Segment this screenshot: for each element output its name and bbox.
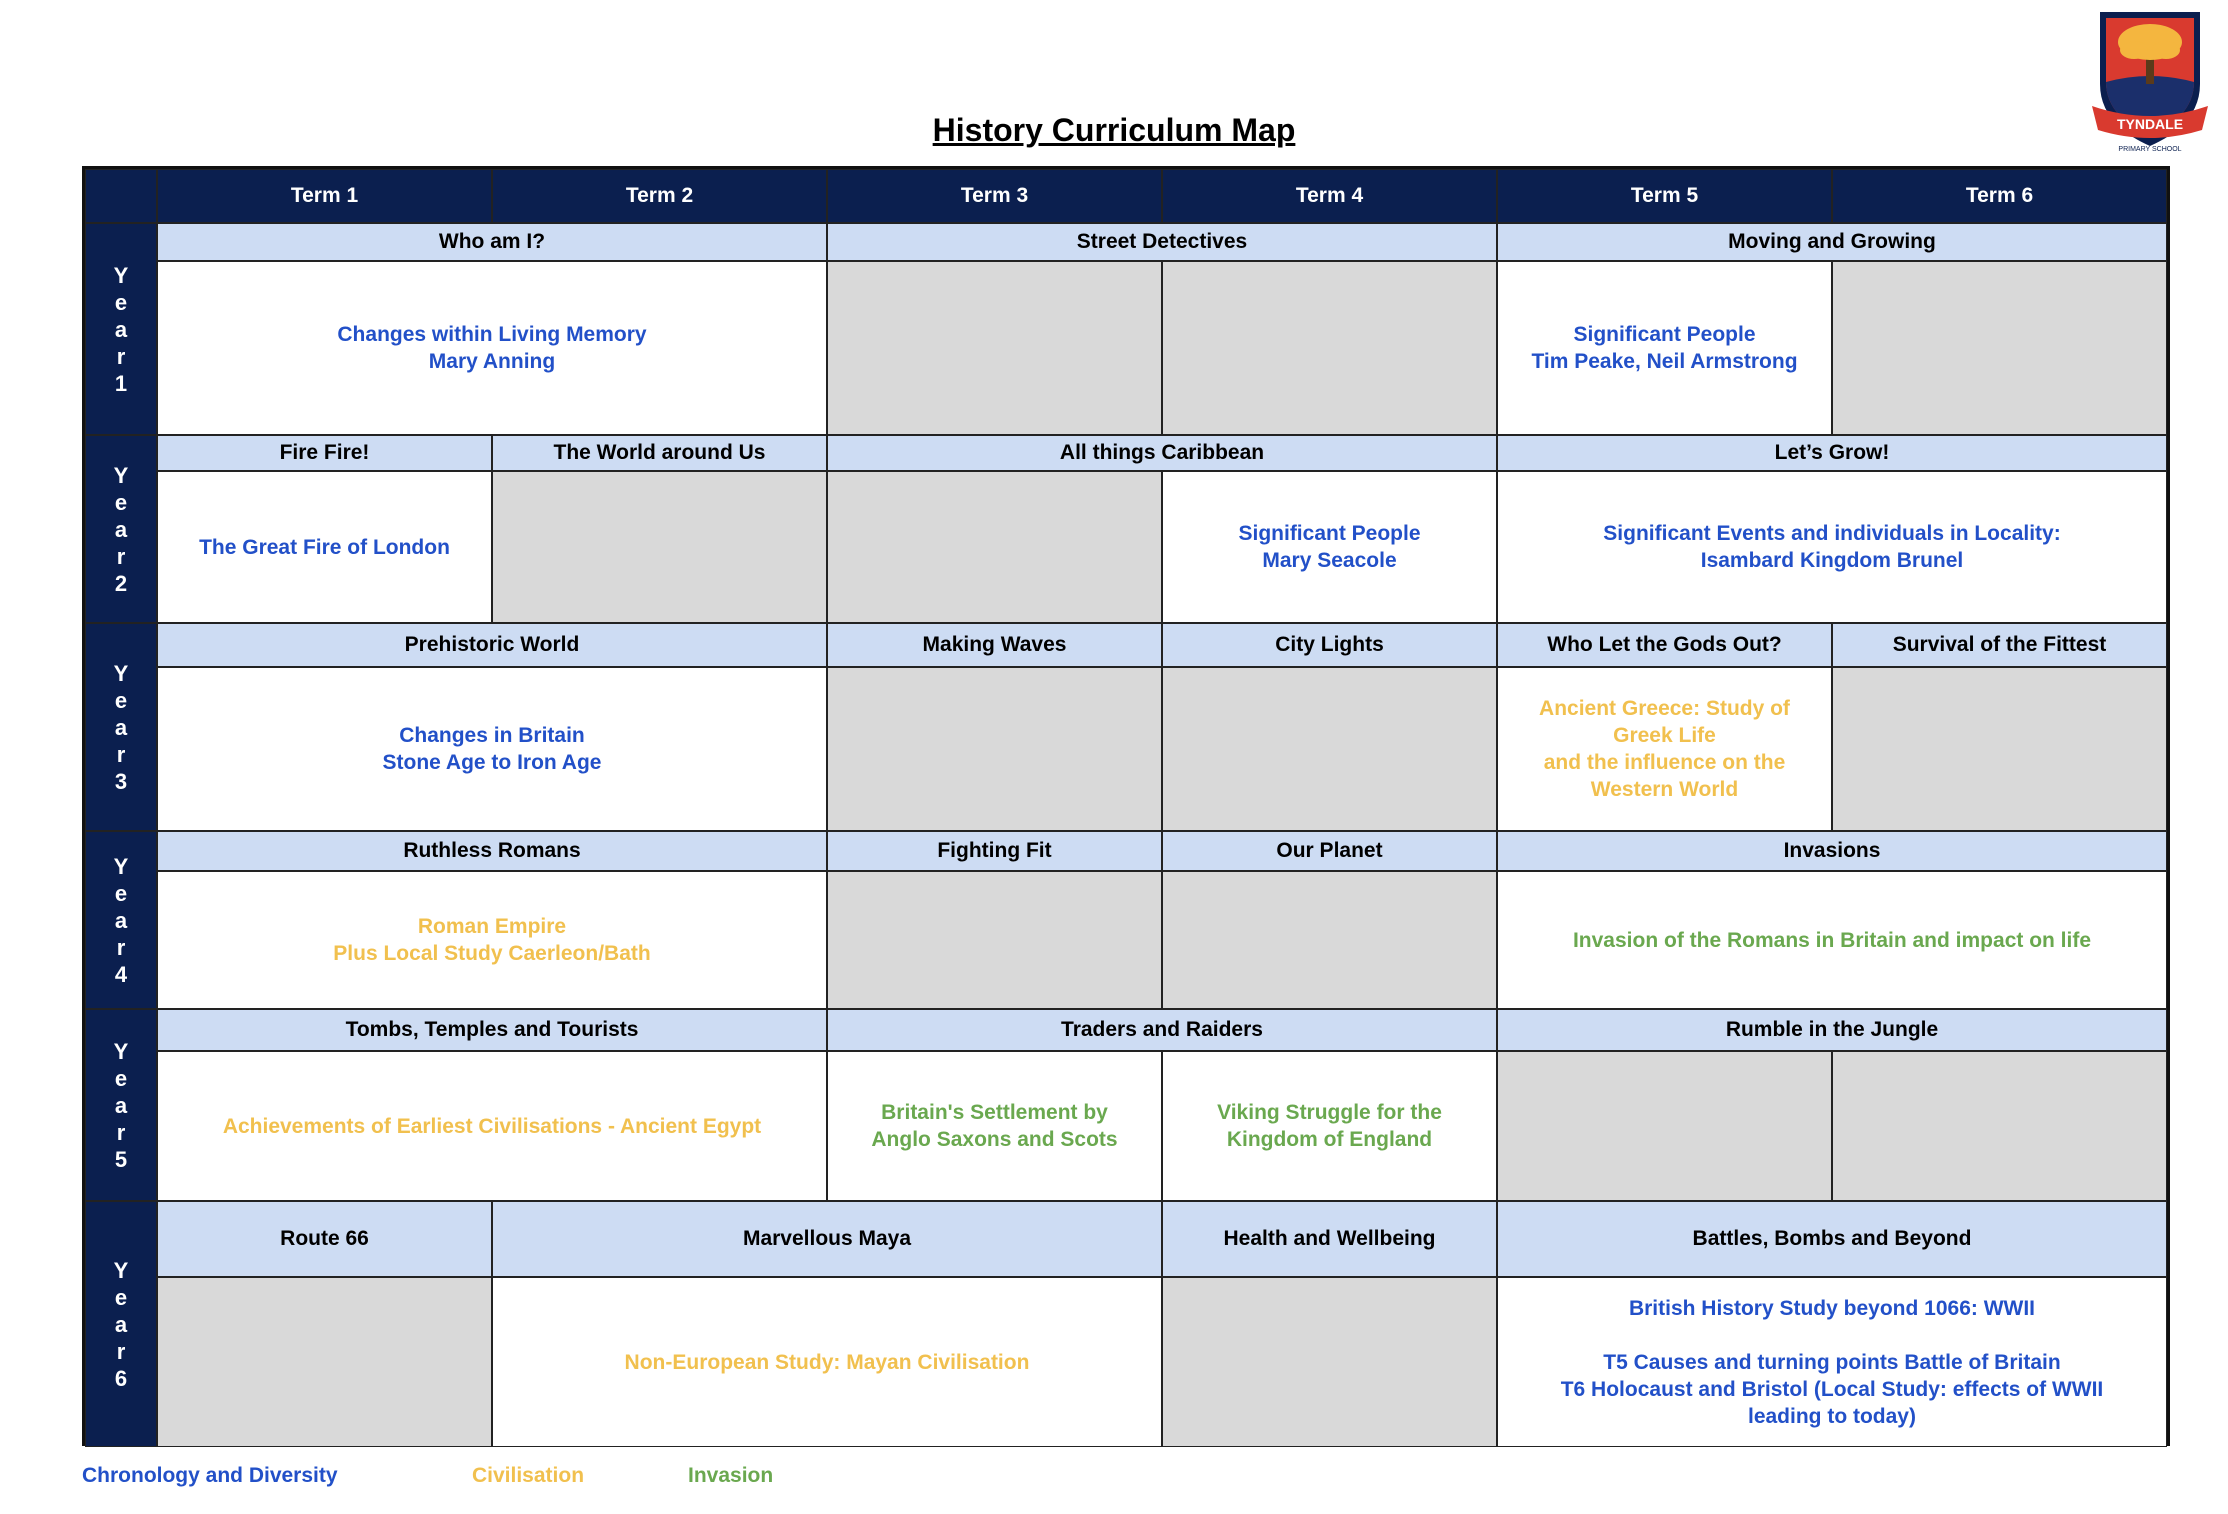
legend-invasion: Invasion [688,1464,774,1487]
content-cell: Britain's Settlement by Anglo Saxons and Scots [827,1051,1162,1201]
topic-header: All things Caribbean [827,435,1497,471]
empty-cell [1832,667,2167,831]
topic-header: Fire Fire! [157,435,492,471]
content-cell: Changes within Living Memory Mary Anning [157,261,827,435]
topic-header: Survival of the Fittest [1832,623,2167,667]
topic-header: Moving and Growing [1497,223,2167,261]
topic-header: Marvellous Maya [492,1201,1162,1277]
topic-header: Battles, Bombs and Beyond [1497,1201,2167,1277]
topic-header: Fighting Fit [827,831,1162,871]
legend-chronology: Chronology and Diversity [82,1464,338,1487]
empty-cell [1162,667,1497,831]
svg-text:PRIMARY SCHOOL: PRIMARY SCHOOL [2118,146,2182,153]
term-header-1: Term 1 [157,169,492,223]
topic-header: Invasions [1497,831,2167,871]
year-label-6: Y e a r 6 [85,1201,157,1447]
content-cell: Changes in Britain Stone Age to Iron Age [157,667,827,831]
svg-text:TYNDALE: TYNDALE [2116,116,2184,132]
topic-header: Who Let the Gods Out? [1497,623,1832,667]
empty-cell [1832,1051,2167,1201]
empty-cell [1832,261,2167,435]
topic-header: Health and Wellbeing [1162,1201,1497,1277]
term-header-4: Term 4 [1162,169,1497,223]
empty-cell [157,1277,492,1447]
term-header-5: Term 5 [1497,169,1832,223]
year-label-3: Y e a r 3 [85,623,157,831]
content-cell: Invasion of the Romans in Britain and impact on life [1497,871,2167,1009]
term-header-2: Term 2 [492,169,827,223]
content-cell: Viking Struggle for the Kingdom of England [1162,1051,1497,1201]
topic-header: Route 66 [157,1201,492,1277]
empty-cell [1497,1051,1832,1201]
school-crest-logo [2090,6,2210,156]
year-label-5: Y e a r 5 [85,1009,157,1201]
content-cell: British History Study beyond 1066: WWII T5 Causes and turning points Battle of Britain T6 Holocaust and Bristol (Local Study: effects of WWII leading to today) [1497,1277,2167,1447]
topic-header: Tombs, Temples and Tourists [157,1009,827,1051]
empty-cell [1162,1277,1497,1447]
term-header-6: Term 6 [1832,169,2167,223]
curriculum-grid [82,166,2170,1446]
year-label-2: Y e a r 2 [85,435,157,623]
empty-cell [827,667,1162,831]
empty-cell [1162,871,1497,1009]
topic-header: City Lights [1162,623,1497,667]
topic-header: Prehistoric World [157,623,827,667]
empty-cell [1162,261,1497,435]
empty-cell [492,471,827,623]
content-cell: Significant Events and individuals in Locality: Isambard Kingdom Brunel [1497,471,2167,623]
content-cell: Roman Empire Plus Local Study Caerleon/Bath [157,871,827,1009]
topic-header: Ruthless Romans [157,831,827,871]
content-cell: Non-European Study: Mayan Civilisation [492,1277,1162,1447]
content-cell: Ancient Greece: Study of Greek Life and the influence on the Western World [1497,667,1832,831]
topic-header: Traders and Raiders [827,1009,1497,1051]
content-cell: Significant People Tim Peake, Neil Armstrong [1497,261,1832,435]
topic-header: Our Planet [1162,831,1497,871]
empty-cell [827,261,1162,435]
topic-header: Let’s Grow! [1497,435,2167,471]
topic-header: The World around Us [492,435,827,471]
topic-header: Street Detectives [827,223,1497,261]
empty-cell [827,871,1162,1009]
content-cell: Achievements of Earliest Civilisations - Ancient Egypt [157,1051,827,1201]
topic-header: Making Waves [827,623,1162,667]
topic-header: Who am I? [157,223,827,261]
year-label-4: Y e a r 4 [85,831,157,1009]
page-title: History Curriculum Map [932,112,1296,148]
content-cell: Significant People Mary Seacole [1162,471,1497,623]
content-cell: The Great Fire of London [157,471,492,623]
header-corner [85,169,157,223]
topic-header: Rumble in the Jungle [1497,1009,2167,1051]
empty-cell [827,471,1162,623]
legend-civilisation: Civilisation [472,1464,585,1487]
term-header-3: Term 3 [827,169,1162,223]
year-label-1: Y e a r 1 [85,223,157,435]
